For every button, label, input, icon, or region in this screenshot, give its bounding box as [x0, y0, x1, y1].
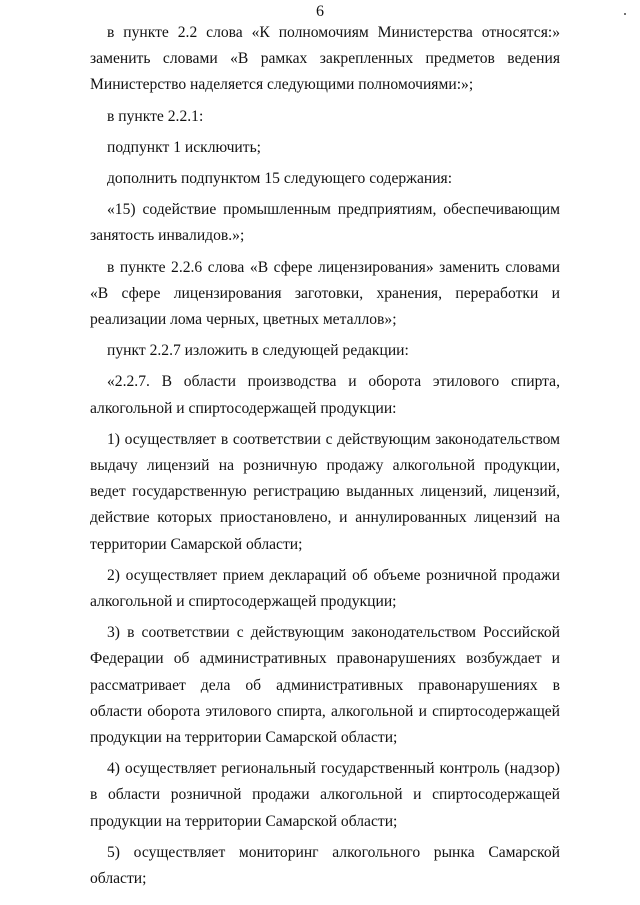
document-body	[90, 20, 560, 892]
page-number: 6	[316, 3, 324, 20]
paragraph-9: 1) осуществляет в соответствии с действующим законодательством выдачу лицензий на розничную продажу алкогольной продукции, ведет государственную регистрацию выданных лицензий, лицензий, действие которых приостановлено, и аннулированных лицензий на территории Самарской области;	[90, 430, 560, 553]
paragraph-8: «2.2.7. В области производства и оборота этилового спирта, алкогольной и спиртосодержащей продукции:	[90, 373, 560, 417]
paragraph-1: в пункте 2.2 слова «К полномочиям Министерства относятся:» заменить словами «В рамках закрепленных предметов ведения Министерство наделяется следующими полномочиями:»;	[90, 24, 560, 94]
paragraph-11: 3) в соответствии с действующим законодательством Российской Федерации об административных правонарушениях возбуждает и рассматривает дела об административных правонарушениях в области оборота этилового спирта, алкогольной и спиртосодержащей продукции на территории Самарской области;	[90, 624, 560, 747]
paragraph-12: 4) осуществляет региональный государственный контроль (надзор) в области розничной продажи алкогольной и спиртосодержащей продукции на территории Самарской области;	[90, 760, 560, 830]
paragraph-4: дополнить подпунктом 15 следующего содержания:	[107, 170, 453, 188]
paragraph-7: пункт 2.2.7 изложить в следующей редакции:	[107, 342, 409, 360]
paragraph-6: в пункте 2.2.6 слова «В сфере лицензирования» заменить словами «В сфере лицензирования заготовки, хранения, переработки и реализации лома черных, цветных металлов»;	[90, 258, 560, 329]
paragraph-3: подпункт 1 исключить;	[107, 138, 262, 156]
paragraph-2: в пункте 2.2.1:	[107, 107, 204, 125]
paragraph-5: «15) содействие промышленным предприятиям, обеспечивающим занятость инвалидов.»;	[90, 201, 560, 245]
scan-speck	[624, 13, 626, 15]
paragraph-10: 2) осуществляет прием деклараций об объеме розничной продажи алкогольной и спиртосодержащей продукции;	[90, 566, 560, 611]
paragraph-13: 5) осуществляет мониторинг алкогольного рынка Самарской области;	[90, 843, 560, 888]
